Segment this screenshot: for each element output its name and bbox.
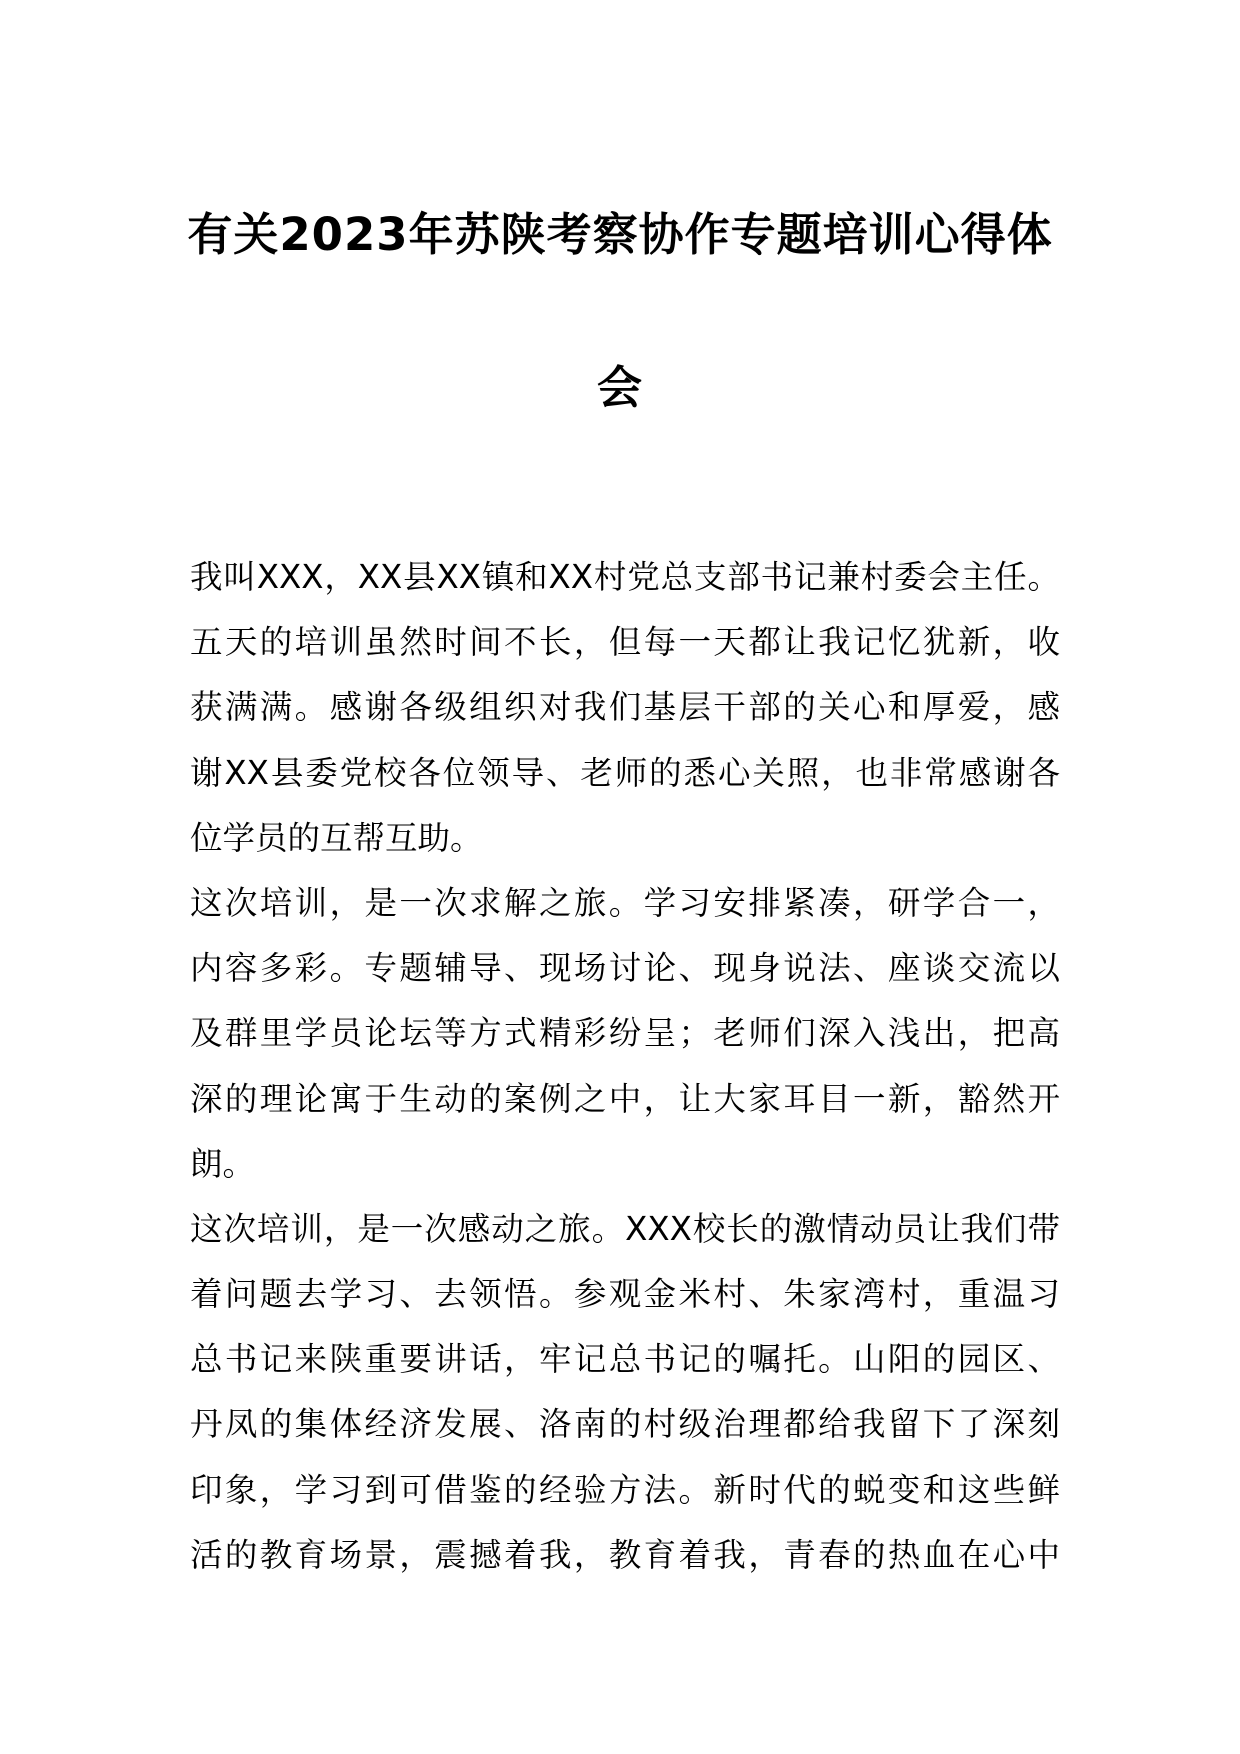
- body-line: 印象，学习到可借鉴的经验方法。新时代的蜕变和这些鲜: [190, 1470, 1060, 1509]
- document-title-line-2: 会: [596, 361, 643, 414]
- body-line: 这次培训，是一次感动之旅。XXX校长的激情动员让我们带: [190, 1209, 1060, 1248]
- body-line: 丹凤的集体经济发展、洛南的村级治理都给我留下了深刻: [190, 1405, 1060, 1444]
- body-line: 及群里学员论坛等方式精彩纷呈；老师们深入浅出，把高: [190, 1014, 1060, 1053]
- document-title-line-1: 有关2023年苏陕考察协作专题培训心得体: [187, 208, 1053, 261]
- body-line: 活的教育场景，震撼着我，教育着我，青春的热血在心中: [190, 1535, 1060, 1574]
- body-line: 深的理论寓于生动的案例之中，让大家耳目一新，豁然开: [190, 1079, 1060, 1118]
- body-line: 谢XX县委党校各位领导、老师的悉心关照，也非常感谢各: [190, 753, 1060, 792]
- document-body: [190, 545, 1060, 1588]
- body-line: 我叫XXX，XX县XX镇和XX村党总支部书记兼村委会主任。: [190, 558, 1060, 596]
- body-line: 朗。: [190, 1144, 256, 1183]
- body-line: 总书记来陕重要讲话，牢记总书记的嘱托。山阳的园区、: [190, 1340, 1060, 1379]
- body-line: 这次培训，是一次求解之旅。学习安排紧凑，研学合一，: [190, 883, 1060, 922]
- body-line: 位学员的互帮互助。: [190, 818, 483, 857]
- body-line: 五天的培训虽然时间不长，但每一天都让我记忆犹新，收: [190, 623, 1060, 662]
- body-line: 获满满。感谢各级组织对我们基层干部的关心和厚爱，感: [190, 688, 1060, 727]
- body-line: 内容多彩。专题辅导、现场讨论、现身说法、座谈交流以: [190, 949, 1060, 988]
- body-line: 着问题去学习、去领悟。参观金米村、朱家湾村，重温习: [190, 1275, 1060, 1314]
